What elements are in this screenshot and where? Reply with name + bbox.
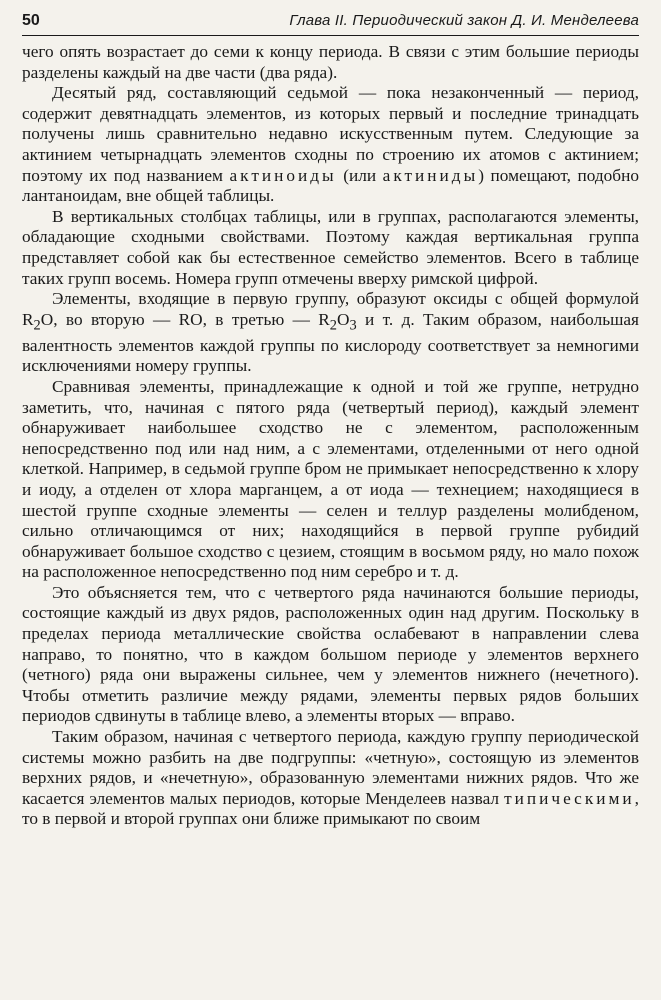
paragraph-text: Таким образом, начиная с четвертого периода, каждую группу периодической системы можно разбить на две подгруппы: «четную», состоящую из элементов верхних рядов, и «нечетную», образованную элементами нижних рядов. Что же касается элементов малых периодов, которые Менделеев назвал bbox=[22, 727, 639, 808]
subscript: 2 bbox=[33, 317, 41, 334]
paragraph-3 bbox=[22, 207, 639, 289]
paragraph-text: Десятый ряд, составляющий седьмой — пока незаконченный — период, содержит девятнадцать элементов, из которых первый и последние тринадцать получены лишь сравнительно недавно искусственным путем. Следующие за актинием четырнадцать элементов сходны по строению их атомов с актинием; поэтому их под названием bbox=[22, 83, 639, 185]
subscript: 2 bbox=[329, 317, 337, 334]
paragraph-text: Элементы, входящие в первую группу, образуют оксиды с общей формулой R bbox=[22, 289, 639, 329]
term-typical: типическими bbox=[504, 788, 635, 808]
paragraph-text: чего опять возрастает до семи к концу периода. В связи с этим большие периоды разделены каждый на две части (два ряда). bbox=[22, 42, 639, 82]
paragraph-text: O, во вторую — RO, в третью — R bbox=[40, 309, 330, 329]
subscript: 3 bbox=[349, 317, 357, 334]
paragraph-text: В вертикальных столбцах таблицы, или в группах, располагаются элементы, обладающие сходными свойствами. Поэтому каждая вертикальная группа представляет собой как бы естественное семейство элементов. Всего в таблице таких групп восемь. Номера групп отмечены вверху римской цифрой. bbox=[22, 206, 639, 288]
paragraph-text: Сравнивая элементы, принадлежащие к одной и той же группе, нетрудно заметить, что, начиная с пятого ряда (четвертый период), каждый элемент обнаруживает наибольшее сходство не с элементом, расположенным непосредственно под или над ним, а с элементами, отделенными от него одной клеткой. Например, в седьмой группе бром не примыкает непосредственно к хлору и иоду, а отделен от хлора марганцем, а от иода — технецием; находящиеся в шестой группе сходные элементы — селен и теллур разделены молибденом, сильно отличающимся от них; находящийся в первой группе рубидий обнаруживает большое сходство с цезием, стоящим в восьмом ряду, но мало похож на расположенное непосредственно под ним серебро и т. д. bbox=[22, 376, 639, 582]
paragraph-1 bbox=[22, 42, 639, 83]
page-number: 50 bbox=[22, 12, 40, 29]
paragraph-text: O bbox=[336, 309, 350, 329]
term-actinides: актиниды bbox=[382, 165, 479, 185]
paragraph-text: , то в первой и второй группах они ближе примыкают по своим bbox=[22, 788, 639, 829]
paragraph-7 bbox=[22, 727, 639, 830]
paragraph-6 bbox=[22, 583, 639, 727]
paragraph-text: и т. д. Таким образом, наибольшая валентность элементов каждой группы по кислороду соответствует за немногими исключениями номеру группы. bbox=[22, 309, 639, 376]
paragraph-5 bbox=[22, 377, 639, 583]
paragraph-2 bbox=[22, 83, 639, 207]
page-body bbox=[22, 42, 639, 830]
term-actinoids: актиноиды bbox=[229, 165, 337, 185]
paragraph-4 bbox=[22, 289, 639, 377]
paragraph-text: ) помещают, подобно лантаноидам, вне общей таблицы. bbox=[22, 165, 639, 206]
running-header bbox=[22, 10, 639, 36]
running-title: Глава II. Периодический закон Д. И. Менделеева bbox=[289, 12, 639, 29]
paragraph-text: (или bbox=[336, 165, 383, 185]
paragraph-text: Это объясняется тем, что с четвертого ряда начинаются большие периоды, состоящие каждый из двух рядов, расположенных один над другим. Поскольку в пределах периода металлические свойства ослабевают в направлении слева направо, то понятно, что в каждом большом периоде у элементов верхнего (четного) ряда они выражены сильнее, чем у элементов нижнего (нечетного). Чтобы отметить различие между рядами, элементы первых рядов больших периодов сдвинуты в таблице влево, а элементы вторых — вправо. bbox=[22, 582, 639, 726]
